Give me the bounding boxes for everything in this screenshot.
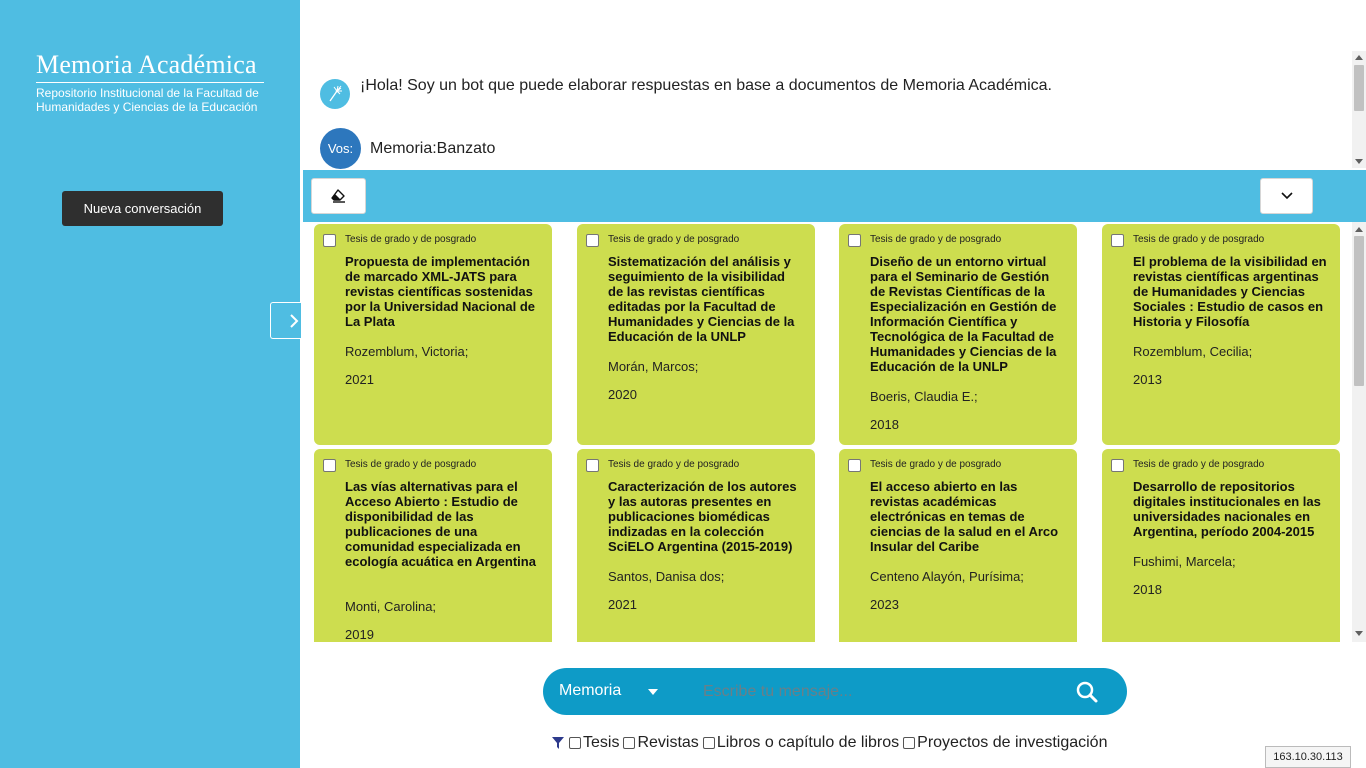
logo-subtitle — [36, 86, 264, 114]
result-checkbox[interactable] — [1111, 459, 1124, 472]
result-title[interactable]: El problema de la visibilidad en revistas científicas argentinas de Humanidades y Ciencias Sociales : Estudio de casos en Historia y Filosofía — [1133, 254, 1327, 329]
result-card[interactable] — [314, 224, 552, 445]
result-author: Centeno Alayón, Purísima; — [870, 569, 1024, 584]
result-checkbox[interactable] — [848, 234, 861, 247]
result-type: Tesis de grado y de posgrado — [345, 459, 477, 470]
result-author: Rozemblum, Victoria; — [345, 344, 469, 359]
result-type: Tesis de grado y de posgrado — [1133, 459, 1265, 470]
user-message-text: Memoria:Banzato — [370, 139, 496, 157]
source-select[interactable]: Memoria — [559, 682, 622, 699]
filter-proyectos-checkbox[interactable] — [903, 737, 915, 749]
result-type: Tesis de grado y de posgrado — [608, 459, 740, 470]
chat-messages — [300, 51, 1352, 168]
result-type: Tesis de grado y de posgrado — [345, 234, 477, 245]
scroll-up-arrow-icon[interactable] — [1355, 55, 1363, 60]
caret-down-icon[interactable] — [648, 689, 658, 695]
result-title[interactable]: Desarrollo de repositorios digitales institucionales en las universidades nacionales en Argentina, período 2004-2015 — [1133, 479, 1321, 539]
result-type: Tesis de grado y de posgrado — [1133, 234, 1265, 245]
scroll-down-arrow-icon[interactable] — [1355, 631, 1363, 636]
logo-subtitle-line1: Repositorio Institucional de la Facultad de — [36, 86, 259, 100]
filter-libros-checkbox[interactable] — [703, 737, 715, 749]
logo-title: Memoria Académica — [36, 50, 264, 83]
result-checkbox[interactable] — [323, 459, 336, 472]
result-checkbox[interactable] — [586, 459, 599, 472]
result-checkbox[interactable] — [586, 234, 599, 247]
result-type: Tesis de grado y de posgrado — [870, 459, 1002, 470]
result-author: Boeris, Claudia E.; — [870, 389, 978, 404]
result-card[interactable] — [577, 449, 815, 642]
message-bar — [543, 668, 1127, 715]
result-type: Tesis de grado y de posgrado — [608, 234, 740, 245]
result-year: 2018 — [1133, 582, 1162, 597]
result-year: 2023 — [870, 597, 899, 612]
user-message-row — [320, 128, 495, 169]
result-year: 2013 — [1133, 372, 1162, 387]
result-year: 2020 — [608, 387, 637, 402]
result-card[interactable] — [1102, 224, 1340, 445]
logo-subtitle-line2: Humanidades y Ciencias de la Educación — [36, 100, 258, 114]
filter-proyectos-label[interactable]: Proyectos de investigación — [917, 734, 1108, 751]
filter-tesis-label[interactable]: Tesis — [583, 734, 620, 751]
chat-scrollbar[interactable] — [1352, 51, 1366, 168]
result-title[interactable]: Caracterización de los autores y las autoras presentes en publicaciones biomédicas indizadas en la colección SciELO Argentina (2015-2019) — [608, 479, 797, 554]
result-type: Tesis de grado y de posgrado — [870, 234, 1002, 245]
new-conversation-button[interactable]: Nueva conversación — [62, 191, 223, 226]
filter-tesis-checkbox[interactable] — [569, 737, 581, 749]
results-scrollbar[interactable] — [1352, 222, 1366, 642]
sidebar — [0, 0, 300, 768]
bot-message-row — [320, 79, 1052, 109]
chevron-right-icon — [289, 314, 299, 328]
result-card[interactable] — [1102, 449, 1340, 642]
result-checkbox[interactable] — [848, 459, 861, 472]
result-card[interactable] — [577, 224, 815, 445]
chevron-down-icon — [1280, 191, 1294, 201]
expand-panel-button[interactable] — [270, 302, 301, 339]
result-title[interactable]: Sistematización del análisis y seguimiento de la visibilidad de las revistas científicas editadas por la Facultad de Humanidades y Ciencias de la Educación de la UNLP — [608, 254, 795, 344]
search-icon — [1075, 680, 1099, 704]
filter-revistas-checkbox[interactable] — [623, 737, 635, 749]
result-author: Morán, Marcos; — [608, 359, 699, 374]
send-search-button[interactable] — [1075, 680, 1099, 704]
logo — [36, 50, 264, 114]
result-card[interactable] — [839, 224, 1077, 445]
results-grid — [303, 222, 1366, 642]
scroll-thumb[interactable] — [1354, 236, 1364, 386]
scroll-up-arrow-icon[interactable] — [1355, 227, 1363, 232]
result-author: Monti, Carolina; — [345, 599, 437, 614]
filter-revistas-label[interactable]: Revistas — [637, 734, 699, 751]
eraser-icon — [331, 189, 347, 203]
collapse-results-button[interactable] — [1260, 178, 1313, 214]
result-author: Rozemblum, Cecilia; — [1133, 344, 1253, 359]
bot-message-text: ¡Hola! Soy un bot que puede elaborar respuestas en base a documentos de Memoria Académica. — [360, 77, 1052, 94]
result-year: 2019 — [345, 627, 374, 642]
filter-icon — [551, 736, 565, 750]
result-checkbox[interactable] — [323, 234, 336, 247]
dandelion-icon — [325, 84, 345, 104]
result-title[interactable]: El acceso abierto en las revistas académicas electrónicas en temas de ciencias de la salud en el Arco Insular del Caribe — [870, 479, 1059, 554]
result-year: 2021 — [345, 372, 374, 387]
clear-selection-button[interactable] — [311, 178, 366, 214]
results-toolbar — [303, 170, 1366, 222]
user-avatar: Vos: — [320, 128, 361, 169]
result-card[interactable] — [839, 449, 1077, 642]
result-year: 2018 — [870, 417, 899, 432]
ip-address-badge: 163.10.30.113 — [1265, 746, 1351, 768]
result-title[interactable]: Las vías alternativas para el Acceso Abierto : Estudio de disponibilidad de las publicaciones de una comunidad especializada en ecología acuática en Argentina — [345, 479, 536, 569]
result-year: 2021 — [608, 597, 637, 612]
result-card[interactable] — [314, 449, 552, 642]
scroll-thumb[interactable] — [1354, 65, 1364, 111]
result-title[interactable]: Propuesta de implementación de marcado XML-JATS para revistas científicas sostenidas por la Universidad Nacional de La Plata — [345, 254, 535, 329]
bot-avatar — [320, 79, 350, 109]
result-checkbox[interactable] — [1111, 234, 1124, 247]
message-input[interactable] — [703, 680, 1063, 704]
result-author: Santos, Danisa dos; — [608, 569, 725, 584]
result-author: Fushimi, Marcela; — [1133, 554, 1236, 569]
result-title[interactable]: Diseño de un entorno virtual para el Seminario de Gestión de Revistas Científicas de la Especialización en Gestión de Información Científica y Tecnológica de la Facultad de Humanidades y Ciencias de la Educación de la UNLP — [870, 254, 1057, 374]
filters-row — [551, 733, 1107, 753]
scroll-down-arrow-icon[interactable] — [1355, 159, 1363, 164]
filter-libros-label[interactable]: Libros o capítulo de libros — [716, 734, 900, 751]
